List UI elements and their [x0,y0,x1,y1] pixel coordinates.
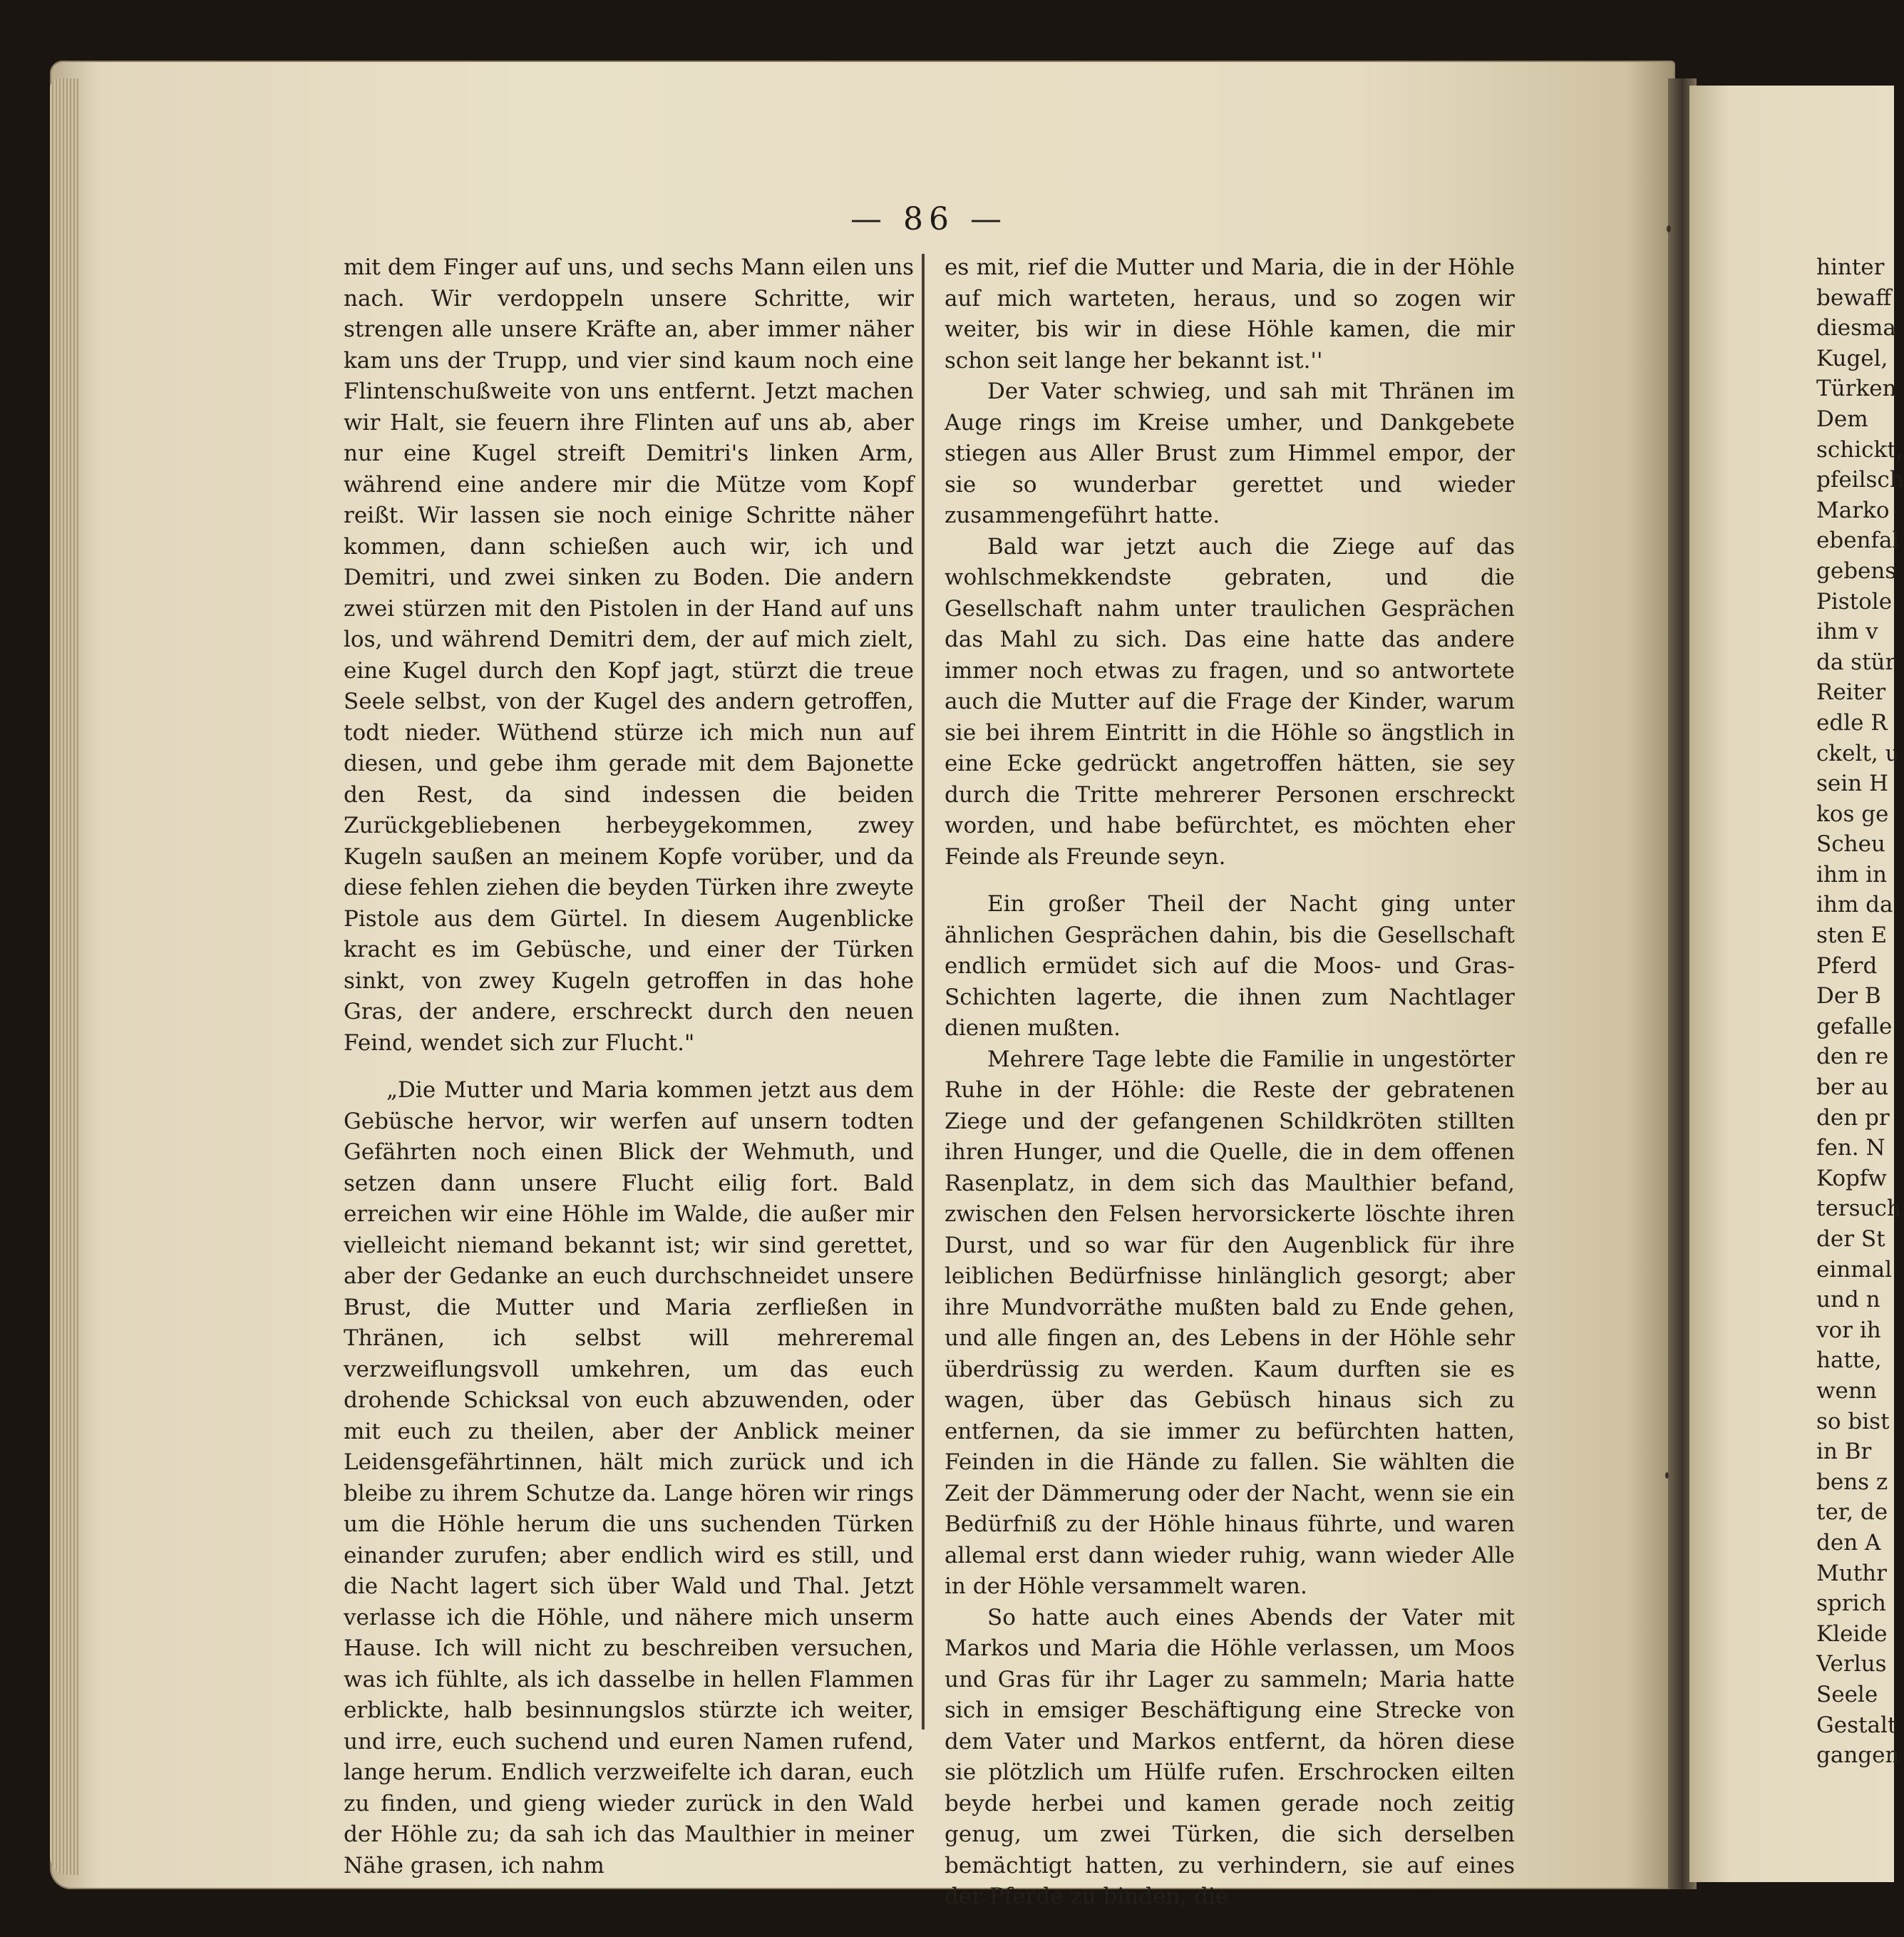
edge-line: gefalle [1816,1013,1893,1039]
edge-line: der St [1816,1226,1885,1252]
edge-line: so bist [1816,1408,1890,1434]
edge-line: bens z [1816,1469,1888,1495]
edge-line: pfeilsch [1816,467,1904,493]
edge-line: Dem [1816,406,1868,432]
edge-line: ihm in [1816,861,1888,888]
edge-line: edle R [1816,709,1888,736]
edge-line: Pferd [1816,952,1878,979]
edge-line: Pistole [1816,588,1893,615]
edge-line: hatte, [1816,1347,1882,1374]
left-text-column [344,252,914,1881]
edge-line: da stür [1816,649,1896,675]
paragraph: So hatte auch eines Abends der Vater mit Markos und Maria die Höhle verlassen, um Moos und Gras für ihr Lager zu sammeln; Maria hatte sich in emsiger Beschäftigung eine Strecke von dem Vater und Markos entfernt, da hören diese sie plötzlich um Hülfe rufen. Erschrocken eilten beyde herbei und kamen gerade noch zeitig genug, um zwei Türken, die sich derselben bemächtigt hatten, zu verhindern, sie auf eines der Pferde zu binden, die [945,1604,1515,1909]
edge-line: sten E [1816,923,1888,949]
edge-line: Türken [1816,376,1897,402]
edge-line: Verlus [1816,1651,1887,1677]
edge-line: Kopfw [1816,1165,1887,1191]
ink-speck [1667,225,1671,232]
edge-line: diesma [1816,315,1896,341]
edge-line: hinter [1816,255,1885,280]
paragraph: Ein großer Theil der Nacht ging unter ähnlichen Gesprächen dahin, bis die Gesellschaft endlich ermüdet sich auf die Moos- und Gras-Schichten lagerte, die ihnen zum Nachtlager dienen mußten. [945,891,1515,1041]
next-page-text-fragment [1816,252,1904,1771]
page-number: — 86 — [850,201,1007,237]
edge-line: bewaff [1816,284,1892,311]
column-divider [922,254,925,1730]
edge-line: vor ih [1816,1317,1881,1343]
paragraph: Bald war jetzt auch die Ziege auf das wohlschmekkendste gebraten, und die Gesellschaft nahm unter traulichen Gesprächen das Mahl zu sich. Das eine hatte das andere immer noch etwas zu fragen, und so antwortete auch die Mutter auf die Frage der Kinder, warum sie bei ihrem Eintritt in die Höhle so ängstlich in eine Ecke gedrückt angetroffen hätten, sie sey durch die Tritte mehrerer Personen erschreckt worden, und habe befürchtet, es möchten eher Feinde als Freunde seyn. [945,533,1515,870]
edge-line: Seele [1816,1681,1878,1707]
edge-line: Gestalt [1816,1712,1897,1738]
edge-line: wenn [1816,1377,1877,1404]
edge-line: ber au [1816,1074,1889,1101]
edge-line: Scheu [1816,831,1885,858]
edge-line: ebenfal [1816,528,1900,554]
edge-line: Muthr [1816,1560,1887,1586]
paragraph: es mit, rief die Mutter und Maria, die in der Höhle auf mich warteten, heraus, und so zogen wir weiter, bis wir in diese Höhle kamen, die mir schon seit lange her bekannt ist.'' [945,255,1515,374]
ink-speck [1665,1472,1669,1479]
edge-line: sein H [1816,771,1889,797]
edge-line: sprich [1816,1591,1886,1617]
page-edges [50,78,78,1875]
edge-line: Kleide [1816,1620,1888,1647]
edge-line: ckelt, u [1816,740,1900,766]
edge-line: fen. N [1816,1135,1885,1161]
edge-line: einmal [1816,1256,1893,1283]
edge-line: ihm v [1816,619,1878,645]
paragraph: „Die Mutter und Maria kommen jetzt aus dem Gebüsche hervor, wir werfen auf unsern todten Gefährten noch einen Blick der Wehmuth, und setzen dann unsere Flucht eilig fort. Bald erreichen wir eine Höhle im Walde, die außer mir vielleicht niemand bekannt ist; wir sind gerettet, aber der Gedanke an euch durchschneidet unsere Brust, die Mutter und Maria zerfließen in Thränen, ich selbst will mehreremal verzweiflungsvoll umkehren, um das euch drohende Schicksal von euch abzuwenden, oder mit euch zu theilen, aber der Anblick meiner Leidensgefährtinnen, hält mich zurück und ich bleibe zu ihrem Schutze da. Lange hören wir rings um die Höhle herum die uns suchenden Türken einander zurufen; aber endlich wird es still, und die Nacht lagert sich über Wald und Thal. Jetzt verlasse ich die Höhle, und nähere mich unserm Hause. Ich will nicht zu beschreiben versuchen, was ich fühlte, als ich dasselbe in hellen Flammen erblickte, halb besinnungslos stürzte ich weiter, und irre, euch suchend und euren Namen rufend, lange herum. Endlich verzweifelte ich daran, euch zu finden, und gieng wieder zurück in den Wald der Höhle zu; da sah ich das Maulthier in meiner Nähe grasen, ich nahm [344,1077,914,1879]
paragraph: Der Vater schwieg, und sah mit Thränen im Auge rings im Kreise umher, und Dankgebete stiegen aus Aller Brust zum Himmel empor, der sie so wunderbar gerettet und wieder zusammengeführt hatte. [945,379,1515,528]
edge-line: den pr [1816,1104,1890,1131]
edge-line: Der B [1816,983,1881,1009]
paragraph: Mehrere Tage lebte die Familie in ungestörter Ruhe in der Höhle: die Reste der gebratenen Ziege und der gefangenen Schildkröten stillten ihren Hunger, und die Quelle, die in dem offenen Rasenplatz, in dem sich das Maulthier befand, zwischen den Felsen hervorsickerte löschte ihren Durst, und so war für den Augenblick für ihre leiblichen Bedürfnisse hinlänglich gesorgt; aber ihre Mundvorräthe mußten bald zu Ende gehen, und alle fingen an, des Lebens in der Höhle sehr überdrüssig zu werden. Kaum durften sie es wagen, über das Gebüsch hinaus sich zu entfernen, da sie immer zu befürchten hatten, Feinden in die Hände zu fallen. Sie wählten die Zeit der Dämmerung oder der Nacht, wenn sie ein Bedürfniß zu der Höhle hinaus führte, und waren allemal erst dann wieder ruhig, wann wieder Alle in der Höhle versammelt waren. [945,1046,1515,1599]
edge-line: kos ge [1816,801,1889,827]
edge-line: gangen [1816,1742,1900,1769]
edge-line: gebens [1816,558,1897,584]
right-text-column [945,252,1515,1913]
edge-line: ihm da [1816,892,1893,918]
edge-line: Reiter [1816,679,1886,706]
edge-line: Marko [1816,497,1890,523]
paragraph: mit dem Finger auf uns, und sechs Mann eilen uns nach. Wir verdoppeln unsere Schritte, wir strengen alle unsere Kräfte an, aber immer näher kam uns der Trupp, und vier sind kaum noch eine Flintenschußweite von uns entfernt. Jetzt machen wir Halt, sie feuern ihre Flinten auf uns ab, aber nur eine Kugel streift Demitri's linken Arm, während eine andere mir die Mütze vom Kopf reißt. Wir lassen sie noch einige Schritte näher kommen, dann schießen auch wir, ich und Demitri, und zwei sinken zu Boden. Die andern zwei stürzen mit den Pistolen in der Hand auf uns los, und während Demitri dem, der auf mich zielt, eine Kugel durch den Kopf jagt, stürzt die treue Seele selbst, von der Kugel des andern getroffen, todt nieder. Wüthend stürze ich mich nun auf diesen, und gebe ihm gerade mit dem Bajonette den Rest, da sind indessen die beiden Zurückgebliebenen herbeygekommen, zwey Kugeln saußen an meinem Kopfe vorüber, und da diese fehlen ziehen die beyden Türken ihre zweyte Pistole aus dem Gürtel. In diesem Augenblicke kracht es im Gebüsche, und einer der Türken sinkt, von zwey Kugeln getroffen in das hohe Gras, der andere, erschreckt durch den neuen Feind, wendet sich zur Flucht." [344,255,914,1056]
edge-line: den re [1816,1044,1889,1070]
edge-line: den A [1816,1529,1881,1556]
edge-line: ter, de [1816,1499,1888,1526]
edge-line: Kugel, [1816,345,1888,371]
edge-line: in Br [1816,1439,1872,1465]
edge-line: schickt, [1816,436,1903,463]
edge-line: und n [1816,1287,1880,1313]
edge-line: tersuch [1816,1196,1901,1222]
